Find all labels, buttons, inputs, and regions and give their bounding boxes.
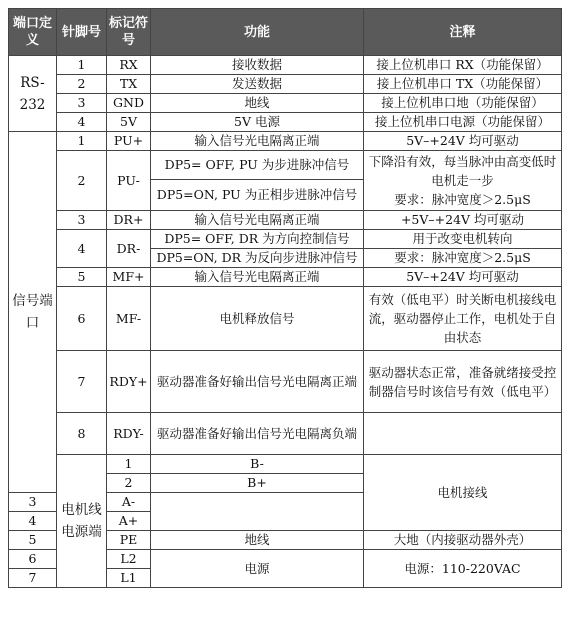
table-row xyxy=(9,268,562,287)
mark-cell: L1 xyxy=(107,569,151,588)
note-cell: 接上位机串口 TX（功能保留） xyxy=(364,75,562,94)
function-cell: 5V 电源 xyxy=(151,113,364,132)
mark-cell: B- xyxy=(151,455,364,474)
mark-cell: RDY- xyxy=(107,413,151,455)
header-function: 功能 xyxy=(151,9,364,56)
pin-cell: 6 xyxy=(57,287,107,351)
function-cell: 接收数据 xyxy=(151,56,364,75)
mark-cell: RX xyxy=(107,56,151,75)
note-cell: 5V–+24V 均可驱动 xyxy=(364,268,562,287)
pin-cell: 3 xyxy=(9,493,57,512)
function-cell: DP5= OFF, PU 为步进脉冲信号 xyxy=(151,151,364,180)
pin-cell: 2 xyxy=(57,151,107,211)
mark-cell: MF+ xyxy=(107,268,151,287)
pin-cell: 3 xyxy=(57,94,107,113)
function-cell: 输入信号光电隔离正端 xyxy=(151,211,364,230)
header-row xyxy=(9,9,562,56)
pin-cell: 4 xyxy=(9,512,57,531)
table-row xyxy=(9,287,562,351)
function-cell: 驱动器准备好输出信号光电隔离正端 xyxy=(151,351,364,413)
pin-cell: 3 xyxy=(57,211,107,230)
mark-cell: GND xyxy=(107,94,151,113)
table-row xyxy=(9,351,562,413)
pin-cell: 1 xyxy=(107,455,151,474)
pin-cell: 1 xyxy=(57,56,107,75)
function-cell: DP5=ON, DR 为反向步进脉冲信号 xyxy=(151,249,364,268)
table-row xyxy=(9,56,562,75)
function-cell: 驱动器准备好输出信号光电隔离负端 xyxy=(151,413,364,455)
pin-cell: 2 xyxy=(57,75,107,94)
mark-cell: TX xyxy=(107,75,151,94)
table-row xyxy=(9,75,562,94)
table-row xyxy=(9,94,562,113)
mark-cell: B+ xyxy=(151,474,364,493)
function-cell: 电机释放信号 xyxy=(151,287,364,351)
pin-cell: 7 xyxy=(9,569,57,588)
function-cell: 发送数据 xyxy=(151,75,364,94)
mark-cell: L2 xyxy=(107,550,151,569)
function-cell: 电源 xyxy=(151,550,364,588)
note-cell: 接上位机串口电源（功能保留） xyxy=(364,113,562,132)
header-mark: 标记符号 xyxy=(107,9,151,56)
mark-cell: A- xyxy=(107,493,151,512)
function-cell: 地线 xyxy=(151,94,364,113)
pin-cell: 8 xyxy=(57,413,107,455)
note-cell: 5V–+24V 均可驱动 xyxy=(364,132,562,151)
mark-cell: PE xyxy=(107,531,151,550)
pin-cell: 1 xyxy=(57,132,107,151)
table-row xyxy=(9,413,562,455)
function-cell: 地线 xyxy=(151,531,364,550)
pin-cell: 5 xyxy=(57,268,107,287)
pin-cell: 4 xyxy=(57,230,107,268)
header-pin: 针脚号 xyxy=(57,9,107,56)
table-row xyxy=(9,211,562,230)
note-cell xyxy=(364,413,562,455)
pin-cell: 5 xyxy=(9,531,57,550)
function-cell: 电机接线 xyxy=(364,455,562,531)
note-cell: +5V–+24V 均可驱动 xyxy=(364,211,562,230)
mark-cell: DR- xyxy=(107,230,151,268)
note-line: 下降沿有效，每当脉冲由高变低时电机走一步 xyxy=(368,154,557,188)
note-cell xyxy=(364,151,562,211)
mark-cell: A+ xyxy=(107,512,151,531)
pin-cell: 2 xyxy=(107,474,151,493)
note-cell: 接上位机串口 RX（功能保留） xyxy=(364,56,562,75)
pin-definition-table xyxy=(8,8,562,588)
header-note: 注释 xyxy=(364,9,562,56)
note-cell: 用于改变电机转向 xyxy=(364,230,562,249)
note-cell: 有效（低电平）时关断电机接线电流，驱动器停止工作，电机处于自由状态 xyxy=(364,287,562,351)
pin-cell: 4 xyxy=(57,113,107,132)
group-signal: 信号端口 xyxy=(9,132,57,493)
table-row xyxy=(9,455,562,474)
function-cell: 输入信号光电隔离正端 xyxy=(151,132,364,151)
note-cell: 大地（内接驱动器外壳） xyxy=(364,531,562,550)
group-motor-power: 电机线电源端 xyxy=(57,455,107,588)
pin-cell: 6 xyxy=(9,550,57,569)
function-cell: 输入信号光电隔离正端 xyxy=(151,268,364,287)
mark-cell: RDY+ xyxy=(107,351,151,413)
mark-cell: PU- xyxy=(107,151,151,211)
note-cell: 接上位机串口地（功能保留） xyxy=(364,94,562,113)
note-cell: 电源：110-220VAC xyxy=(364,550,562,588)
table-row xyxy=(9,230,562,249)
group-rs232: RS-232 xyxy=(9,56,57,132)
table-row xyxy=(9,151,562,180)
mark-cell: PU+ xyxy=(107,132,151,151)
table-row xyxy=(9,113,562,132)
pin-cell: 7 xyxy=(57,351,107,413)
mark-cell: 5V xyxy=(107,113,151,132)
mark-cell: DR+ xyxy=(107,211,151,230)
table-row xyxy=(9,132,562,151)
mark-cell: MF- xyxy=(107,287,151,351)
note-line: 要求：脉冲宽度＞2.5μS xyxy=(394,192,531,207)
note-cell: 要求：脉冲宽度＞2.5μS xyxy=(364,249,562,268)
function-cell: DP5= OFF, DR 为方向控制信号 xyxy=(151,230,364,249)
function-cell: DP5=ON, PU 为正相步进脉冲信号 xyxy=(151,180,364,211)
note-cell: 驱动器状态正常，准备就绪接受控制器信号时该信号有效（低电平） xyxy=(364,351,562,413)
header-port: 端口定义 xyxy=(9,9,57,56)
